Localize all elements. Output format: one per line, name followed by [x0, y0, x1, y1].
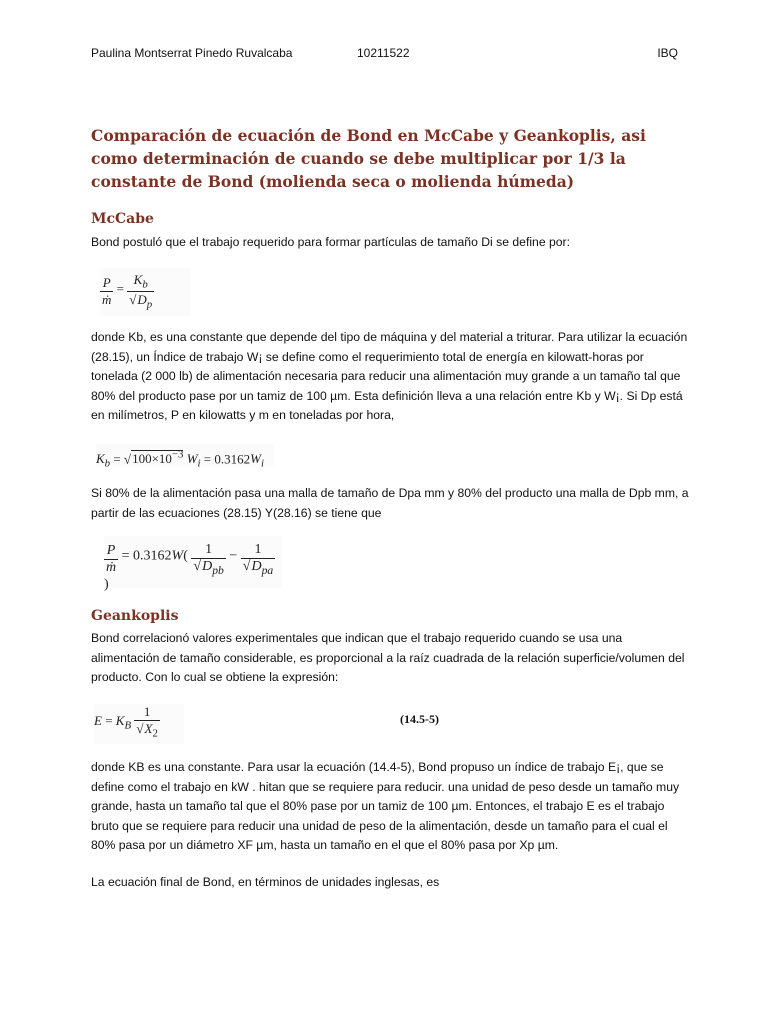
- document-title: Comparación de ecuación de Bond en McCabe y Geankoplis, asi como determinación de cuando se debe multiplicar por 1/3 la constante de Bond (molienda seca o molienda húmeda): [91, 126, 646, 191]
- equation-kb-wi: $K_b = √100\times 10^{-3}$ $W_i = 0.3162W_i$: [96, 444, 274, 466]
- student-id: 10211522: [357, 46, 410, 60]
- mccabe-paragraph-2: donde Kb, es una constante que depende del tipo de máquina y del material a triturar. Para utilizar la ecuación (28.15), un Índice de trabajo W¡ se define como el requerimiento total de energía en kilowatt-horas por tonelada (2 000 lb) de alimentación necesaria para reducir una alimentación muy grande a un tamaño tal que 80% del producto pase por un tamiz de 100 µm. Esta definición lleva a una relación entre Kb y W¡. Si Dp está en milímetros, P en kilowatts y m en toneladas por hora,: [91, 330, 688, 422]
- equation-bond-dpa-dpb: $\frac{P}{\text{ṁ}}$ = 0.3162W( $\frac{1}{√D_{pb}}$ − $\frac{1}{√D_{pa}}$ ): [104, 536, 282, 588]
- geankoplis-paragraph-3: La ecuación final de Bond, en términos de unidades inglesas, es: [91, 875, 440, 889]
- section-heading-geankoplis: Geankoplis: [91, 608, 179, 624]
- mccabe-paragraph-1: Bond postuló que el trabajo requerido para formar partículas de tamaño Di se define por:: [91, 235, 570, 249]
- career-code: IBQ: [657, 46, 678, 60]
- equation-number: (14.5-5): [400, 712, 439, 726]
- equation-bond-mccabe: $\frac{P}{\text{ṁ}}$ = $\frac{K_b}{√D_p}$: [100, 268, 190, 316]
- equation-bond-geankoplis: $E = K_B$ $\frac{1}{√X_2}$: [94, 704, 184, 744]
- page-header: [91, 46, 681, 64]
- geankoplis-paragraph-2: donde KB es una constante. Para usar la ecuación (14.4-5), Bond propuso un índice de trabajo E¡, que se define como el trabajo en kW . hitan que se requiere para reducir. una unidad de peso desde un tamaño muy grande, hasta un tamaño tal que el 80% pase por un tamiz de 100 µm. Entonces, el trabajo E es el trabajo bruto que se requiere para reducir una unidad de peso de la alimentación, desde un tamaño para el cual el 80% pasa por un diámetro XF µm, hasta un tamaño en el que el 80% pasa por Xp µm.: [91, 760, 680, 852]
- author-name: Paulina Montserrat Pinedo Ruvalcaba: [91, 46, 293, 60]
- section-heading-mccabe: McCabe: [91, 211, 154, 227]
- mccabe-paragraph-3: Si 80% de la alimentación pasa una malla de tamaño de Dpa mm y 80% del producto una malla de Dpb mm, a partir de las ecuaciones (28.15) Y(28.16) se tiene que: [91, 486, 689, 520]
- geankoplis-paragraph-1: Bond correlacionó valores experimentales que indican que el trabajo requerido cuando se usa una alimentación de tamaño considerable, es proporcional a la raíz cuadrada de la relación superficie/volumen del producto. Con lo cual se obtiene la expresión:: [91, 631, 685, 684]
